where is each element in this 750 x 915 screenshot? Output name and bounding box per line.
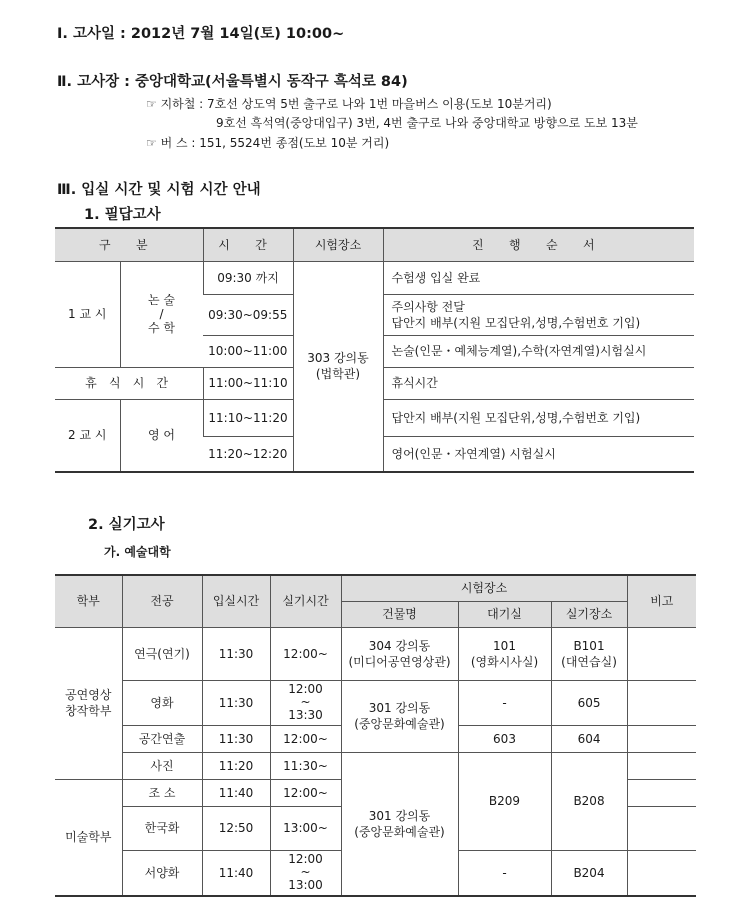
time-cell: 10:00~11:00 [203,335,293,367]
major-cell: 조 소 [122,779,202,806]
waiting-room-cell: B209 [458,752,551,850]
break-label: 휴 식 시 간 [55,367,203,399]
period-2: 2 교 시 [55,399,120,472]
building-cell: 301 강의동 (중앙문화예술관) [341,752,458,896]
header-category: 구 분 [55,228,203,261]
header-dept: 학부 [55,575,122,627]
procedure-cell: 휴식시간 [383,367,694,399]
exam-room-cell: 604 [551,725,627,752]
arts-college-subheading: 가. 예술대학 [104,545,171,559]
header-venue: 시험장소 [293,228,383,261]
exam-room-cell: 605 [551,680,627,725]
major-cell: 공간연출 [122,725,202,752]
header-venue: 시험장소 [341,575,627,601]
procedure-cell: 영어(인문・자연계열) 시험실시 [383,436,694,472]
major-cell: 한국화 [122,806,202,850]
header-note: 비고 [627,575,696,627]
time-cell: 11:10~11:20 [203,399,293,436]
note-cell [627,725,696,752]
entry-time-cell: 11:20 [202,752,270,779]
practical-exam-heading: 2. 실기고사 [88,517,165,533]
time-cell: 09:30 까지 [203,261,293,294]
header-time: 시 간 [203,228,293,261]
waiting-room-cell: - [458,680,551,725]
waiting-room-cell: 603 [458,725,551,752]
header-exam-room: 실기장소 [551,601,627,627]
note-cell [627,752,696,779]
note-cell [627,779,696,806]
header-waiting-room: 대기실 [458,601,551,627]
header-building: 건물명 [341,601,458,627]
dept-performing-arts: 공연영상 창작학부 [55,627,122,779]
written-exam-table [55,227,694,473]
exam-time-cell: 12:00 ~ 13:30 [270,680,341,725]
entry-time-cell: 11:30 [202,725,270,752]
procedure-cell: 답안지 배부(지원 모집단위,성명,수험번호 기입) [383,399,694,436]
written-exam-heading: 1. 필답고사 [84,207,161,223]
period-1: 1 교 시 [55,261,120,367]
entry-time-cell: 11:30 [202,680,270,725]
time-cell: 11:00~11:10 [203,367,293,399]
exam-time-cell: 12:00 ~ 13:00 [270,850,341,896]
procedure-cell: 수험생 입실 완료 [383,261,694,294]
building-cell: 301 강의동 (중앙문화예술관) [341,680,458,752]
note-cell [627,680,696,725]
subway-directions-line2: 9호선 흑석역(중앙대입구) 3번, 4번 출구로 나와 중앙대학교 방향으로 도보 13분 [216,116,638,130]
exam-date-heading: Ⅰ. 고사일 : 2012년 7월 14일(토) 10:00~ [57,26,345,42]
exam-room-cell: B101 (대연습실) [551,627,627,680]
period-2-subject: 영 어 [120,399,203,472]
entry-time-cell: 11:40 [202,850,270,896]
exam-time-cell: 13:00~ [270,806,341,850]
schedule-heading: Ⅲ. 입실 시간 및 시험 시간 안내 [57,182,261,198]
major-cell: 영화 [122,680,202,725]
venue-cell: 303 강의동 (법학관) [293,261,383,472]
major-cell: 서양화 [122,850,202,896]
header-entry-time: 입실시간 [202,575,270,627]
exam-time-cell: 12:00~ [270,725,341,752]
note-cell [627,806,696,850]
building-cell: 304 강의동 (미디어공연영상관) [341,627,458,680]
time-cell: 09:30~09:55 [203,294,293,335]
bus-directions: ☞ 버 스 : 151, 5524번 종점(도보 10분 거리) [146,136,390,150]
procedure-cell: 논술(인문・예체능계열),수학(자연계열)시험실시 [383,335,694,367]
entry-time-cell: 11:30 [202,627,270,680]
dept-fine-arts: 미술학부 [55,779,122,896]
major-cell: 연극(연기) [122,627,202,680]
period-1-subject: 논 술 / 수 학 [120,261,203,367]
exam-time-cell: 12:00~ [270,627,341,680]
header-exam-time: 실기시간 [270,575,341,627]
exam-venue-heading: Ⅱ. 고사장 : 중앙대학교(서울특별시 동작구 흑석로 84) [57,74,408,90]
note-cell [627,627,696,680]
waiting-room-cell: - [458,850,551,896]
major-cell: 사진 [122,752,202,779]
time-cell: 11:20~12:20 [203,436,293,472]
exam-room-cell: B208 [551,752,627,850]
practical-exam-table [55,574,696,897]
subway-directions: ☞ 지하철 : 7호선 상도역 5번 출구로 나와 1번 마을버스 이용(도보 10분거리) [146,97,552,111]
header-major: 전공 [122,575,202,627]
waiting-room-cell: 101 (영화시사실) [458,627,551,680]
entry-time-cell: 11:40 [202,779,270,806]
note-cell [627,850,696,896]
entry-time-cell: 12:50 [202,806,270,850]
exam-time-cell: 12:00~ [270,779,341,806]
header-procedure: 진 행 순 서 [383,228,694,261]
exam-room-cell: B204 [551,850,627,896]
exam-time-cell: 11:30~ [270,752,341,779]
procedure-cell: 주의사항 전달 답안지 배부(지원 모집단위,성명,수험번호 기입) [383,294,694,335]
